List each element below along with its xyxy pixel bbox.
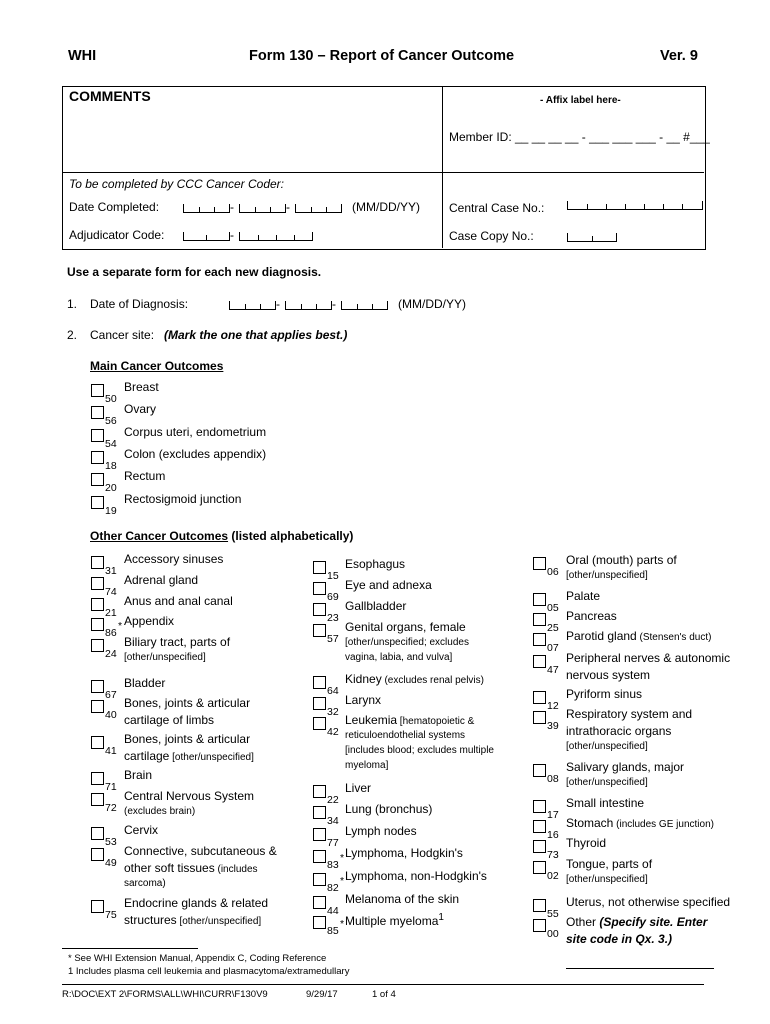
site-label xyxy=(345,599,406,613)
footnote-ref: 1 xyxy=(438,912,444,923)
site-label xyxy=(566,553,677,567)
site-label xyxy=(566,589,600,603)
site-label-text: Larynx xyxy=(345,693,382,707)
site-label-line2-text: nervous system xyxy=(566,668,651,682)
site-label xyxy=(345,912,444,928)
checkbox[interactable] xyxy=(313,582,326,595)
site-label-text: Salivary glands, major xyxy=(566,760,685,774)
checkbox[interactable] xyxy=(91,406,104,419)
checkbox[interactable] xyxy=(91,618,104,631)
dash: - xyxy=(230,200,234,214)
checkbox[interactable] xyxy=(91,451,104,464)
site-label-text: Adrenal gland xyxy=(124,573,199,587)
site-label-text: Other xyxy=(566,915,597,929)
asterisk: * xyxy=(340,918,345,930)
site-label-text: Breast xyxy=(124,380,159,394)
site-code: 55 xyxy=(547,908,559,920)
checkbox[interactable] xyxy=(533,899,546,912)
checkbox[interactable] xyxy=(91,772,104,785)
site-subnote: (excludes brain) xyxy=(124,806,196,817)
version-label: Ver. 9 xyxy=(660,48,698,64)
site-code: 54 xyxy=(105,438,117,450)
site-code: 18 xyxy=(105,460,117,472)
site-label-text: Palate xyxy=(566,589,601,603)
site-label-text: Peripheral nerves & autonomic xyxy=(566,651,731,665)
site-label-note: (Stensen's duct) xyxy=(636,632,712,643)
site-subnote: reticuloendothelial systems xyxy=(345,730,466,741)
site-label-text: Lymph nodes xyxy=(345,824,417,838)
site-label xyxy=(124,789,254,803)
site-label-text: Rectosigmoid junction xyxy=(124,492,242,506)
site-label xyxy=(345,824,417,838)
site-code: 23 xyxy=(327,612,339,624)
checkbox[interactable] xyxy=(533,633,546,646)
site-label xyxy=(345,781,371,795)
asterisk: * xyxy=(118,620,123,632)
site-subnote: [other/unspecified] xyxy=(124,652,206,663)
member-id[interactable]: Member ID: __ __ __ __ - ___ ___ ___ - __ #___ xyxy=(449,130,710,144)
site-label-line2 xyxy=(124,713,214,727)
other-outcomes-title: Other Cancer Outcomes xyxy=(90,529,229,543)
footnote-one: 1 Includes plasma cell leukemia and plasmacytoma/extramedullary xyxy=(68,966,350,977)
site-code: 57 xyxy=(327,633,339,645)
site-subnote: myeloma] xyxy=(345,760,389,771)
site-label-text: Uterus, not otherwise specified xyxy=(566,895,731,909)
checkbox[interactable] xyxy=(91,496,104,509)
checkbox[interactable] xyxy=(313,697,326,710)
site-label-line2 xyxy=(124,749,254,763)
site-label-text: Small intestine xyxy=(566,796,645,810)
site-label xyxy=(124,425,266,439)
site-label-note: (includes xyxy=(214,864,258,875)
checkbox[interactable] xyxy=(533,764,546,777)
checkbox[interactable] xyxy=(313,873,326,886)
dash: - xyxy=(230,228,234,242)
site-code: 69 xyxy=(327,591,339,603)
site-subnote: [other/unspecified] xyxy=(566,741,648,752)
footer-rule xyxy=(62,984,704,985)
site-label xyxy=(124,896,268,910)
central-case-label: Central Case No.: xyxy=(449,201,545,215)
coder-note: To be completed by CCC Cancer Coder: xyxy=(69,177,284,191)
site-subnote: vagina, labia, and vulva] xyxy=(345,652,453,663)
site-code: 08 xyxy=(547,773,559,785)
site-label-text: Cervix xyxy=(124,823,159,837)
site-label xyxy=(124,676,165,690)
site-code: 34 xyxy=(327,815,339,827)
site-label-text: Oral (mouth) parts of xyxy=(566,553,677,567)
site-label-bold: (Specify site. Enter xyxy=(596,915,708,929)
site-code: 85 xyxy=(327,925,339,937)
site-label-text: Connective, subcutaneous & xyxy=(124,844,277,858)
site-label-text: Melanoma of the skin xyxy=(345,892,460,906)
site-label xyxy=(124,402,156,416)
site-code: 75 xyxy=(105,909,117,921)
site-subnote: [includes blood; excludes multiple xyxy=(345,745,494,756)
checkbox[interactable] xyxy=(313,896,326,909)
comments-label: COMMENTS xyxy=(69,88,151,104)
site-label-text: Accessory sinuses xyxy=(124,552,224,566)
dash: - xyxy=(332,297,336,311)
site-label-line2-text: intrathoracic organs xyxy=(566,724,672,738)
checkbox[interactable] xyxy=(313,806,326,819)
site-label-bold-line2: site code in Qx. 3.) xyxy=(566,932,673,946)
site-label xyxy=(566,915,707,929)
site-label-text: Lymphoma, Hodgkin's xyxy=(345,846,463,860)
site-label-text: Liver xyxy=(345,781,372,795)
checkbox[interactable] xyxy=(313,916,326,929)
site-code: 41 xyxy=(105,745,117,757)
site-label xyxy=(124,469,165,483)
site-label-line2-text: cartilage xyxy=(124,749,170,763)
checkbox[interactable] xyxy=(91,556,104,569)
diagnosis-month[interactable] xyxy=(229,301,276,310)
site-label-text: Thyroid xyxy=(566,836,607,850)
checkbox[interactable] xyxy=(91,680,104,693)
site-code: 77 xyxy=(327,837,339,849)
site-code: 19 xyxy=(105,505,117,517)
site-label-text: Central Nervous System xyxy=(124,789,255,803)
site-code: 42 xyxy=(327,726,339,738)
site-label xyxy=(124,552,223,566)
site-label-text: Bones, joints & articular xyxy=(124,732,251,746)
site-label-note: (excludes renal pelvis) xyxy=(381,675,484,686)
site-label xyxy=(345,846,463,860)
site-label xyxy=(566,895,730,909)
site-label xyxy=(124,768,152,782)
site-label-text: Parotid gland xyxy=(566,629,637,643)
site-code: 24 xyxy=(105,648,117,660)
q2-label: Cancer site: xyxy=(90,328,155,342)
checkbox[interactable] xyxy=(313,624,326,637)
adjudicator-code-part2[interactable] xyxy=(239,232,313,241)
site-label xyxy=(566,796,644,810)
site-label-text: Rectum xyxy=(124,469,166,483)
site-code: 49 xyxy=(105,857,117,869)
q1-format: (MM/DD/YY) xyxy=(398,297,466,311)
header-left: WHI xyxy=(68,48,97,64)
site-label xyxy=(124,696,250,710)
site-label-text: Ovary xyxy=(124,402,157,416)
date-completed-month[interactable] xyxy=(183,204,230,213)
site-label-text: Eye and adnexa xyxy=(345,578,432,592)
site-code: 32 xyxy=(327,706,339,718)
site-code: 25 xyxy=(547,622,559,634)
site-code: 20 xyxy=(105,482,117,494)
site-label xyxy=(345,713,474,727)
checkbox[interactable] xyxy=(91,700,104,713)
site-code: 67 xyxy=(105,689,117,701)
footer-path: R:\DOC\EXT 2\FORMS\ALL\WHI\CURR\F130V9 xyxy=(62,989,268,1000)
affix-label: - Affix label here- xyxy=(540,95,621,106)
site-label-text: Brain xyxy=(124,768,153,782)
site-code: 44 xyxy=(327,905,339,917)
checkbox[interactable] xyxy=(533,711,546,724)
checkbox[interactable] xyxy=(91,793,104,806)
site-label xyxy=(124,823,158,837)
checkbox[interactable] xyxy=(313,717,326,730)
checkbox[interactable] xyxy=(91,473,104,486)
site-code: 56 xyxy=(105,415,117,427)
site-label-note: [hematopoietic & xyxy=(397,716,475,727)
site-label-line2-text: cartilage of limbs xyxy=(124,713,215,727)
site-label-text: Pancreas xyxy=(566,609,617,623)
site-label xyxy=(124,573,198,587)
form-title: Form 130 – Report of Cancer Outcome xyxy=(249,48,515,64)
diagnosis-day[interactable] xyxy=(285,301,332,310)
checkbox[interactable] xyxy=(313,785,326,798)
site-code: 47 xyxy=(547,664,559,676)
site-label xyxy=(566,836,606,850)
site-label-text: Endocrine glands & related xyxy=(124,896,269,910)
checkbox[interactable] xyxy=(313,850,326,863)
checkbox[interactable] xyxy=(91,598,104,611)
site-code: 74 xyxy=(105,586,117,598)
site-label xyxy=(345,892,459,906)
checkbox[interactable] xyxy=(533,919,546,932)
central-case-field[interactable] xyxy=(567,201,703,210)
site-label xyxy=(124,635,230,649)
site-code: 02 xyxy=(547,870,559,882)
site-label-text: Leukemia xyxy=(345,713,398,727)
checkbox[interactable] xyxy=(313,603,326,616)
site-label-line2-text: other soft tissues xyxy=(124,861,215,875)
site-label xyxy=(566,857,652,871)
checkbox[interactable] xyxy=(91,900,104,913)
site-label xyxy=(124,732,250,746)
site-label-text: Biliary tract, parts of xyxy=(124,635,231,649)
site-code: 72 xyxy=(105,802,117,814)
site-code: 40 xyxy=(105,709,117,721)
site-label-text: Bladder xyxy=(124,676,166,690)
adjudicator-label: Adjudicator Code: xyxy=(69,228,165,242)
checkbox[interactable] xyxy=(313,676,326,689)
site-code: 71 xyxy=(105,781,117,793)
checkbox[interactable] xyxy=(313,561,326,574)
footer-date: 9/29/17 xyxy=(306,989,338,1000)
site-subnote: [other/unspecified] xyxy=(566,874,648,885)
dash: - xyxy=(276,297,280,311)
adjudicator-code-part1[interactable] xyxy=(183,232,230,241)
q1-num: 1. xyxy=(67,297,78,311)
diagnosis-year[interactable] xyxy=(341,301,388,310)
dash: - xyxy=(286,200,290,214)
footnote-star: * See WHI Extension Manual, Appendix C, Coding Reference xyxy=(68,953,327,964)
date-completed-year[interactable] xyxy=(295,204,342,213)
checkbox[interactable] xyxy=(91,384,104,397)
checkbox[interactable] xyxy=(91,639,104,652)
site-label-text: Kidney xyxy=(345,672,382,686)
checkbox[interactable] xyxy=(91,827,104,840)
site-subnote: [other/unspecified] xyxy=(566,777,648,788)
site-code: 06 xyxy=(547,566,559,578)
checkbox[interactable] xyxy=(91,848,104,861)
asterisk: * xyxy=(340,852,345,864)
date-completed-label: Date Completed: xyxy=(69,200,160,214)
site-label-text: Bones, joints & articular xyxy=(124,696,251,710)
site-label xyxy=(345,693,381,707)
site-label-line2 xyxy=(124,913,261,927)
site-code: 21 xyxy=(105,607,117,619)
site-label xyxy=(566,629,711,643)
site-label-text: Stomach xyxy=(566,816,614,830)
checkbox[interactable] xyxy=(533,861,546,874)
site-label-note: [other/unspecified] xyxy=(176,916,262,927)
other-outcomes-heading xyxy=(90,529,353,543)
site-code: 53 xyxy=(105,836,117,848)
site-code: 12 xyxy=(547,700,559,712)
asterisk: * xyxy=(340,875,345,887)
date-format: (MM/DD/YY) xyxy=(352,200,420,214)
site-label-text: Pyriform sinus xyxy=(566,687,643,701)
checkbox[interactable] xyxy=(533,820,546,833)
date-completed-day[interactable] xyxy=(239,204,286,213)
checkbox[interactable] xyxy=(91,736,104,749)
site-code: 64 xyxy=(327,685,339,697)
site-label xyxy=(124,492,241,506)
site-label-line2 xyxy=(566,724,671,738)
site-label xyxy=(566,609,617,623)
site-subnote: [other/unspecified; excludes xyxy=(345,637,469,648)
checkbox[interactable] xyxy=(533,840,546,853)
site-label xyxy=(345,869,487,883)
site-label xyxy=(124,844,277,858)
checkbox[interactable] xyxy=(313,828,326,841)
site-label xyxy=(345,620,466,634)
site-code: 31 xyxy=(105,565,117,577)
site-code: 00 xyxy=(547,928,559,940)
site-label xyxy=(345,802,432,816)
site-label-text: Esophagus xyxy=(345,557,406,571)
checkbox[interactable] xyxy=(91,577,104,590)
site-label xyxy=(345,557,405,571)
site-code: 07 xyxy=(547,642,559,654)
top-box xyxy=(62,86,706,250)
checkbox[interactable] xyxy=(533,613,546,626)
site-label-note: [other/unspecified] xyxy=(169,752,254,763)
site-code: 22 xyxy=(327,794,339,806)
site-label xyxy=(566,707,692,721)
site-code: 15 xyxy=(327,570,339,582)
site-code: 50 xyxy=(105,393,117,405)
q2-instruction: (Mark the one that applies best.) xyxy=(164,328,348,342)
q1-label: Date of Diagnosis: xyxy=(90,297,189,311)
site-label xyxy=(124,614,174,628)
checkbox[interactable] xyxy=(533,691,546,704)
footnote-rule xyxy=(62,948,198,949)
site-label-text: Multiple myeloma xyxy=(345,914,439,928)
site-label-line2-text: structures xyxy=(124,913,177,927)
site-label-line2 xyxy=(566,668,650,682)
site-label-text: Gallbladder xyxy=(345,599,407,613)
checkbox[interactable] xyxy=(91,429,104,442)
site-code: 05 xyxy=(547,602,559,614)
site-label-line3: sarcoma) xyxy=(124,878,166,889)
checkbox[interactable] xyxy=(533,557,546,570)
other-outcomes-suffix: (listed alphabetically) xyxy=(231,529,354,543)
footer-page: 1 of 4 xyxy=(372,989,396,1000)
site-label xyxy=(345,672,484,686)
site-label-text: Corpus uteri, endometrium xyxy=(124,425,267,439)
case-copy-field[interactable] xyxy=(567,233,617,242)
other-specify-line[interactable] xyxy=(566,968,714,969)
site-label xyxy=(124,380,159,394)
divider-horizontal xyxy=(62,172,704,173)
site-label-text: Lymphoma, non-Hodgkin's xyxy=(345,869,487,883)
site-label-note: (includes GE junction) xyxy=(613,819,714,830)
site-label xyxy=(566,651,730,665)
site-label xyxy=(124,447,266,461)
site-label-text: Colon (excludes appendix) xyxy=(124,447,267,461)
site-code: 16 xyxy=(547,829,559,841)
site-label xyxy=(124,594,233,608)
site-label-text: Lung (bronchus) xyxy=(345,802,433,816)
site-label-text: Respiratory system and xyxy=(566,707,693,721)
site-code: 86 xyxy=(105,627,117,639)
case-copy-label: Case Copy No.: xyxy=(449,229,534,243)
site-label xyxy=(345,578,432,592)
q2-num: 2. xyxy=(67,328,78,342)
divider-vertical xyxy=(442,86,443,248)
site-label xyxy=(566,816,714,830)
site-code: 39 xyxy=(547,720,559,732)
site-code: 82 xyxy=(327,882,339,894)
main-outcomes-title: Main Cancer Outcomes xyxy=(90,359,224,373)
site-label-text: Genital organs, female xyxy=(345,620,466,634)
checkbox[interactable] xyxy=(533,593,546,606)
site-label-text: Appendix xyxy=(124,614,175,628)
site-label-text: Tongue, parts of xyxy=(566,857,653,871)
checkbox[interactable] xyxy=(533,800,546,813)
site-code: 17 xyxy=(547,809,559,821)
site-code: 73 xyxy=(547,849,559,861)
site-code: 83 xyxy=(327,859,339,871)
site-label xyxy=(566,760,684,774)
site-label-line2 xyxy=(124,861,258,875)
checkbox[interactable] xyxy=(533,655,546,668)
instruction-text: Use a separate form for each new diagnosis. xyxy=(67,265,322,279)
site-label-text: Anus and anal canal xyxy=(124,594,233,608)
site-label xyxy=(566,687,642,701)
site-subnote: [other/unspecified] xyxy=(566,570,648,581)
